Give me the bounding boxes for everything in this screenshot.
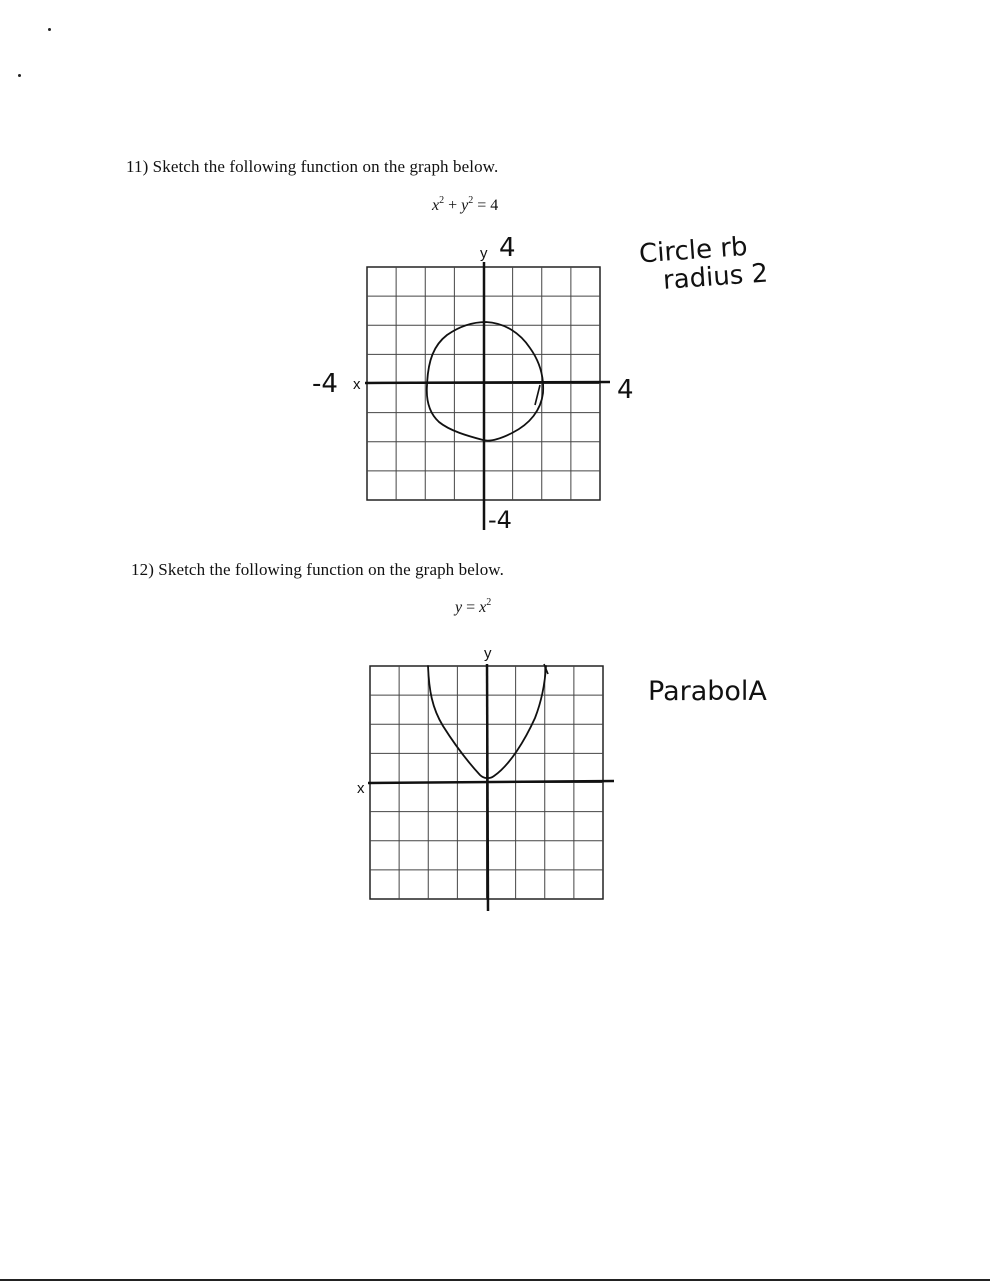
graph-12-y-axis bbox=[487, 664, 488, 911]
graph-11-y-label: y bbox=[480, 245, 488, 262]
graph-11-hand-right: 4 bbox=[617, 375, 634, 405]
graph-12-x-label: x bbox=[357, 780, 365, 797]
question-12-note: ParabolA bbox=[648, 676, 767, 707]
question-11-prompt: 11) Sketch the following function on the graph below. bbox=[126, 157, 499, 176]
question-12-prompt: 12) Sketch the following function on the graph below. bbox=[131, 560, 504, 579]
question-11-note-line1: Circle rb bbox=[638, 231, 749, 270]
question-11-equation: $x^2 + y^2 = 4$ bbox=[432, 195, 499, 214]
page-bottom-edge bbox=[0, 1279, 990, 1281]
graph-11-hand-bottom: -4 bbox=[488, 506, 512, 534]
question-11-note-line2: radius 2 bbox=[662, 258, 770, 296]
graph-11-hand-left: -4 bbox=[312, 369, 338, 399]
graph-11-x-label: x bbox=[353, 376, 361, 393]
graph-12-y-label: y bbox=[484, 645, 492, 662]
graph-11-hand-top: 4 bbox=[499, 233, 516, 263]
question-12-equation: $y = x^2$ bbox=[455, 597, 492, 616]
